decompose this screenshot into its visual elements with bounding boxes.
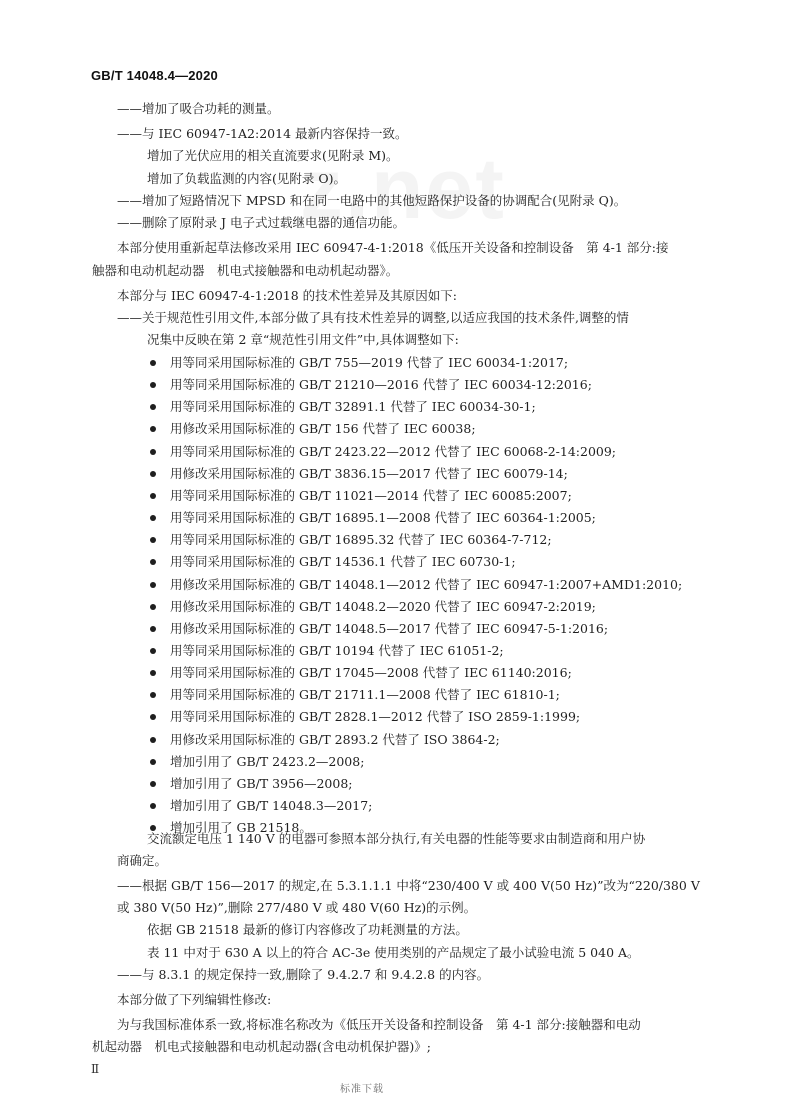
body-line: 机起动器 机电式接触器和电动机起动器(含电动机保护器)》;	[92, 1039, 431, 1054]
body-line: ——与 IEC 60947-1A2:2014 最新内容保持一致。	[117, 126, 408, 141]
bullet-item: 增加引用了 GB 21518。	[170, 820, 312, 836]
bullet-item: 用等同采用国际标准的 GB/T 11021—2014 代替了 IEC 60085:2007;	[170, 487, 572, 503]
bullet-item: 用等同采用国际标准的 GB/T 16895.1—2008 代替了 IEC 60364-1:2005;	[170, 510, 596, 526]
bullet-dot-icon	[150, 759, 156, 765]
bullet-item: 用等同采用国际标准的 GB/T 32891.1 代替了 IEC 60034-30-1;	[170, 399, 536, 415]
bullet-dot-icon	[150, 670, 156, 676]
body-line: ——与 8.3.1 的规定保持一致,删除了 9.4.2.7 和 9.4.2.8 的内容。	[117, 967, 490, 982]
bullet-dot-icon	[150, 582, 156, 588]
page-number: Ⅱ	[91, 1062, 100, 1076]
bullet-item: 用等同采用国际标准的 GB/T 17045—2008 代替了 IEC 61140:2016;	[170, 665, 572, 681]
body-line: 本部分做了下列编辑性修改:	[117, 992, 272, 1007]
body-line: ——增加了短路情况下 MPSD 和在同一电路中的其他短路保护设备的协调配合(见附录 Q)。	[117, 193, 627, 208]
bullet-dot-icon	[150, 648, 156, 654]
bullet-item: 用等同采用国际标准的 GB/T 2828.1—2012 代替了 ISO 2859-1:1999;	[170, 709, 581, 725]
bullet-item: 用等同采用国际标准的 GB/T 2423.22—2012 代替了 IEC 60068-2-14:2009;	[170, 443, 617, 459]
bullet-dot-icon	[150, 737, 156, 743]
bullet-dot-icon	[150, 471, 156, 477]
bullet-item: 用等同采用国际标准的 GB/T 21210—2016 代替了 IEC 60034-12:2016;	[170, 377, 592, 393]
body-line: 本部分与 IEC 60947-4-1:2018 的技术性差异及其原因如下:	[117, 288, 457, 303]
body-line: 增加了负载监测的内容(见附录 O)。	[147, 171, 346, 186]
body-line: 或 380 V(50 Hz)”,删除 277/480 V 或 480 V(60 Hz)的示例。	[117, 900, 477, 915]
document-code-header: GB/T 14048.4—2020	[91, 68, 218, 83]
bullet-dot-icon	[150, 537, 156, 543]
bullet-dot-icon	[150, 382, 156, 388]
body-line: 商确定。	[117, 853, 168, 868]
bullet-item: 增加引用了 GB/T 3956—2008;	[170, 775, 353, 791]
body-line: 增加了光伏应用的相关直流要求(见附录 M)。	[147, 148, 399, 163]
bullet-item: 用修改采用国际标准的 GB/T 3836.15—2017 代替了 IEC 60079-14;	[170, 465, 568, 481]
bullet-item: 增加引用了 GB/T 2423.2—2008;	[170, 753, 365, 769]
bullet-dot-icon	[150, 803, 156, 809]
bullet-item: 用修改采用国际标准的 GB/T 14048.2—2020 代替了 IEC 60947-2:2019;	[170, 598, 596, 614]
bullet-dot-icon	[150, 360, 156, 366]
bullet-item: 用修改采用国际标准的 GB/T 14048.1—2012 代替了 IEC 60947-1:2007+AMD1:2010;	[170, 576, 683, 592]
bullet-dot-icon	[150, 559, 156, 565]
bullet-item: 用等同采用国际标准的 GB/T 16895.32 代替了 IEC 60364-7-712;	[170, 532, 552, 548]
bullet-dot-icon	[150, 692, 156, 698]
bullet-dot-icon	[150, 493, 156, 499]
bullet-dot-icon	[150, 714, 156, 720]
bullet-item: 用修改采用国际标准的 GB/T 2893.2 代替了 ISO 3864-2;	[170, 731, 500, 747]
bullet-dot-icon	[150, 781, 156, 787]
body-line: 表 11 中对于 630 A 以上的符合 AC-3e 使用类别的产品规定了最小试验电流 5 040 A。	[147, 945, 640, 960]
body-line: 依据 GB 21518 最新的修订内容修改了功耗测量的方法。	[147, 922, 468, 937]
body-line: 为与我国标准体系一致,将标准名称改为《低压开关设备和控制设备 第 4-1 部分:接触器和电动	[117, 1017, 641, 1032]
body-line: ——增加了吸合功耗的测量。	[117, 101, 280, 116]
bullet-dot-icon	[150, 604, 156, 610]
bullet-dot-icon	[150, 404, 156, 410]
bullet-item: 用修改采用国际标准的 GB/T 14048.5—2017 代替了 IEC 60947-5-1:2016;	[170, 620, 609, 636]
body-line: 触器和电动机起动器 机电式接触器和电动机起动器》。	[92, 263, 399, 278]
bullet-item: 用等同采用国际标准的 GB/T 755—2019 代替了 IEC 60034-1:2017;	[170, 355, 569, 370]
bullet-item: 用等同采用国际标准的 GB/T 10194 代替了 IEC 61051-2;	[170, 642, 504, 658]
body-line: ——根据 GB/T 156—2017 的规定,在 5.3.1.1.1 中将“230/400 V 或 400 V(50 Hz)”改为“220/380 V	[117, 878, 700, 893]
footer-mark: 标准下载	[340, 1084, 384, 1095]
body-line: 本部分使用重新起草法修改采用 IEC 60947-4-1:2018《低压开关设备和控制设备 第 4-1 部分:接	[117, 240, 669, 255]
bullet-dot-icon	[150, 426, 156, 432]
bullet-item: 用修改采用国际标准的 GB/T 156 代替了 IEC 60038;	[170, 421, 476, 437]
body-line: ——关于规范性引用文件,本部分做了具有技术性差异的调整,以适应我国的技术条件,调整的情	[117, 310, 629, 325]
bullet-dot-icon	[150, 515, 156, 521]
bullet-dot-icon	[150, 449, 156, 455]
bullet-dot-icon	[150, 626, 156, 632]
body-line: ——删除了原附录 J 电子式过载继电器的通信功能。	[117, 215, 405, 230]
bullet-item: 用等同采用国际标准的 GB/T 21711.1—2008 代替了 IEC 61810-1;	[170, 687, 560, 703]
body-line: 交流额定电压 1 140 V 的电器可参照本部分执行,有关电器的性能等要求由制造商和用户协	[147, 831, 646, 846]
bullet-item: 增加引用了 GB/T 14048.3—2017;	[170, 798, 373, 813]
bullet-item: 用等同采用国际标准的 GB/T 14536.1 代替了 IEC 60730-1;	[170, 554, 516, 570]
body-line: 况集中反映在第 2 章“规范性引用文件”中,具体调整如下:	[147, 332, 459, 347]
